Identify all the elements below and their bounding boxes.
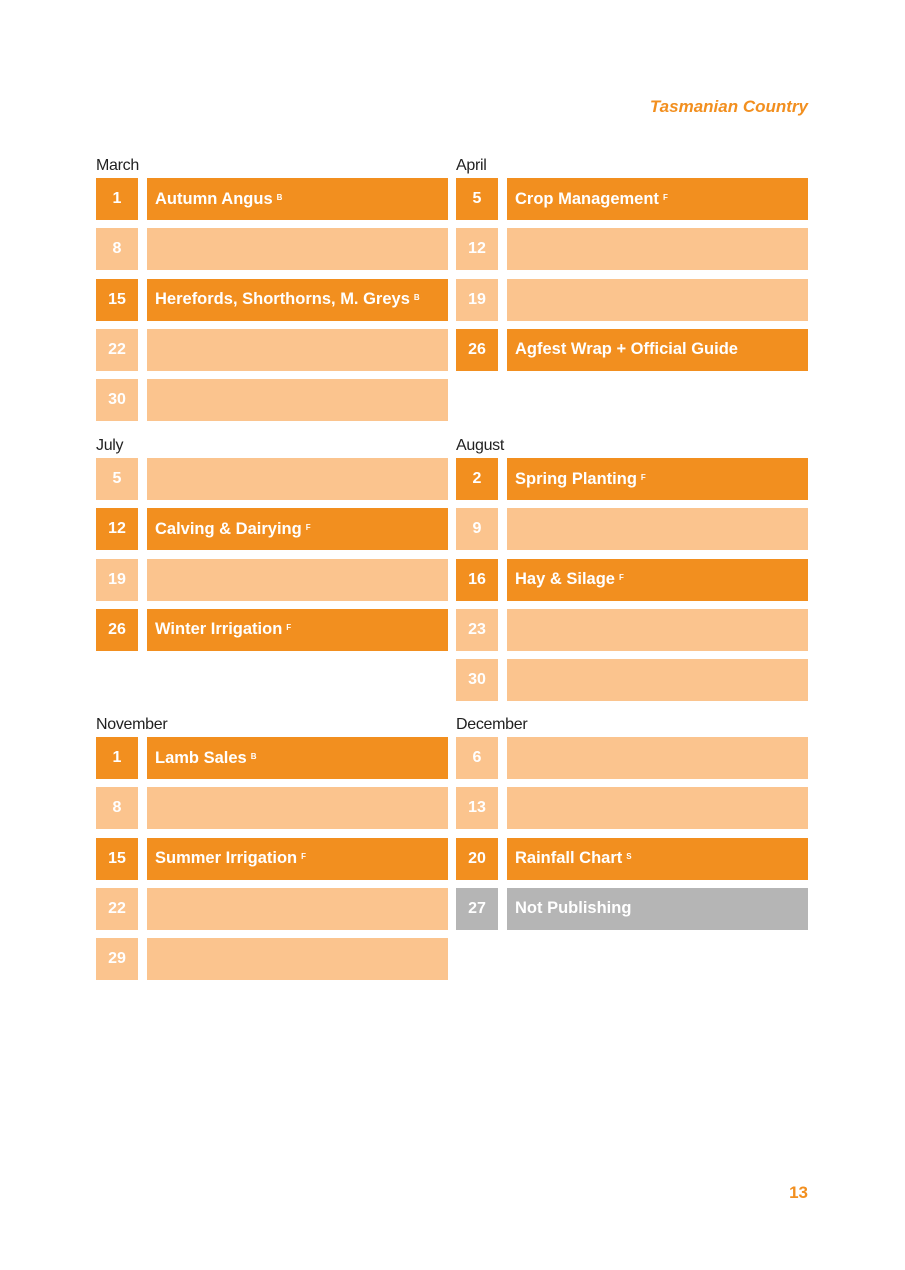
feature-cell	[507, 329, 808, 371]
issue-date: 5	[456, 178, 498, 220]
schedule-row	[456, 329, 808, 371]
schedule-row	[456, 737, 808, 779]
issue-date: 23	[456, 609, 498, 651]
schedule-row	[96, 329, 448, 371]
month-rows	[96, 178, 448, 421]
feature-code: F	[286, 623, 292, 633]
issue-date: 12	[456, 228, 498, 270]
feature-code: B	[250, 751, 257, 761]
month-august	[456, 434, 808, 709]
publication-title: Tasmanian Country	[649, 97, 808, 116]
issue-date: 2	[456, 458, 498, 500]
feature-cell	[147, 938, 448, 980]
feature-code: F	[305, 522, 311, 532]
feature-cell	[507, 228, 808, 270]
issue-date: 29	[96, 938, 138, 980]
schedule-row	[456, 838, 808, 880]
schedule-row	[456, 659, 808, 701]
issue-date: 30	[96, 379, 138, 421]
schedule-row	[96, 379, 448, 421]
schedule-row	[96, 838, 448, 880]
schedule-row	[456, 609, 808, 651]
issue-date: 9	[456, 508, 498, 550]
feature-code: F	[640, 472, 646, 482]
schedule-row	[456, 787, 808, 829]
feature-code: B	[413, 293, 420, 303]
feature-cell	[507, 609, 808, 651]
schedule-row	[96, 458, 448, 500]
issue-date: 26	[456, 329, 498, 371]
feature-title: Herefords, Shorthorns, M. Greys	[155, 290, 410, 309]
month-rows	[456, 458, 808, 701]
issue-date: 20	[456, 838, 498, 880]
month-july	[96, 434, 448, 659]
issue-date: 8	[96, 228, 138, 270]
feature-cell	[147, 458, 448, 500]
schedule-row	[456, 508, 808, 550]
month-december	[456, 713, 808, 938]
feature-cell	[147, 178, 448, 220]
month-label: August	[456, 437, 505, 454]
month-november	[96, 713, 448, 988]
feature-title: Rainfall Chart	[515, 849, 623, 868]
issue-date: 13	[456, 787, 498, 829]
schedule-row	[96, 737, 448, 779]
feature-code: S	[626, 852, 632, 862]
feature-cell	[147, 609, 448, 651]
schedule-row	[96, 508, 448, 550]
schedule-row	[96, 888, 448, 930]
month-rows	[96, 737, 448, 980]
feature-title: Winter Irrigation	[155, 620, 283, 639]
feature-cell	[507, 787, 808, 829]
month-label: April	[456, 157, 487, 174]
issue-date: 1	[96, 178, 138, 220]
month-rows	[456, 178, 808, 371]
feature-cell	[507, 559, 808, 601]
feature-cell	[147, 329, 448, 371]
feature-title: Autumn Angus	[155, 189, 273, 208]
feature-cell	[147, 228, 448, 270]
month-rows	[96, 458, 448, 651]
feature-code: B	[276, 192, 283, 202]
feature-cell	[507, 737, 808, 779]
feature-code: F	[662, 192, 668, 202]
feature-cell	[507, 838, 808, 880]
month-march	[96, 154, 448, 429]
month-label: December	[456, 716, 528, 733]
schedule-row	[456, 279, 808, 321]
schedule-row	[96, 279, 448, 321]
schedule-row	[96, 609, 448, 651]
feature-title: Crop Management	[515, 189, 659, 208]
issue-date: 22	[96, 329, 138, 371]
feature-title: Agfest Wrap + Official Guide	[515, 340, 738, 359]
month-label: November	[96, 716, 168, 733]
feature-cell	[147, 787, 448, 829]
issue-date: 12	[96, 508, 138, 550]
issue-date: 16	[456, 559, 498, 601]
month-april	[456, 154, 808, 379]
feature-cell	[507, 508, 808, 550]
schedule-row	[96, 228, 448, 270]
issue-date: 26	[96, 609, 138, 651]
issue-date: 5	[96, 458, 138, 500]
schedule-row	[96, 178, 448, 220]
schedule-row	[96, 559, 448, 601]
issue-date: 6	[456, 737, 498, 779]
month-rows	[456, 737, 808, 930]
issue-date: 27	[456, 888, 498, 930]
feature-cell	[147, 279, 448, 321]
feature-cell	[507, 888, 808, 930]
schedule-row	[456, 888, 808, 930]
issue-date: 15	[96, 838, 138, 880]
feature-cell	[147, 888, 448, 930]
feature-code: F	[618, 573, 624, 583]
issue-date: 19	[456, 279, 498, 321]
month-label: March	[96, 157, 139, 174]
feature-cell	[507, 178, 808, 220]
feature-cell	[147, 508, 448, 550]
feature-cell	[507, 279, 808, 321]
schedule-row	[456, 178, 808, 220]
issue-date: 22	[96, 888, 138, 930]
issue-date: 15	[96, 279, 138, 321]
issue-date: 1	[96, 737, 138, 779]
feature-cell	[147, 559, 448, 601]
issue-date: 30	[456, 659, 498, 701]
feature-cell	[507, 659, 808, 701]
page-number: 13	[789, 1183, 808, 1202]
feature-title: Not Publishing	[515, 899, 632, 918]
schedule-row	[96, 938, 448, 980]
schedule-row	[456, 228, 808, 270]
feature-title: Calving & Dairying	[155, 519, 302, 538]
feature-code: F	[301, 852, 307, 862]
feature-cell	[147, 379, 448, 421]
feature-title: Summer Irrigation	[155, 849, 298, 868]
feature-title: Hay & Silage	[515, 570, 615, 589]
feature-cell	[507, 458, 808, 500]
schedule-row	[456, 559, 808, 601]
feature-title: Spring Planting	[515, 469, 637, 488]
feature-cell	[147, 838, 448, 880]
month-label: July	[96, 437, 124, 454]
feature-title: Lamb Sales	[155, 748, 247, 767]
schedule-row	[456, 458, 808, 500]
issue-date: 8	[96, 787, 138, 829]
schedule-row	[96, 787, 448, 829]
issue-date: 19	[96, 559, 138, 601]
feature-cell	[147, 737, 448, 779]
